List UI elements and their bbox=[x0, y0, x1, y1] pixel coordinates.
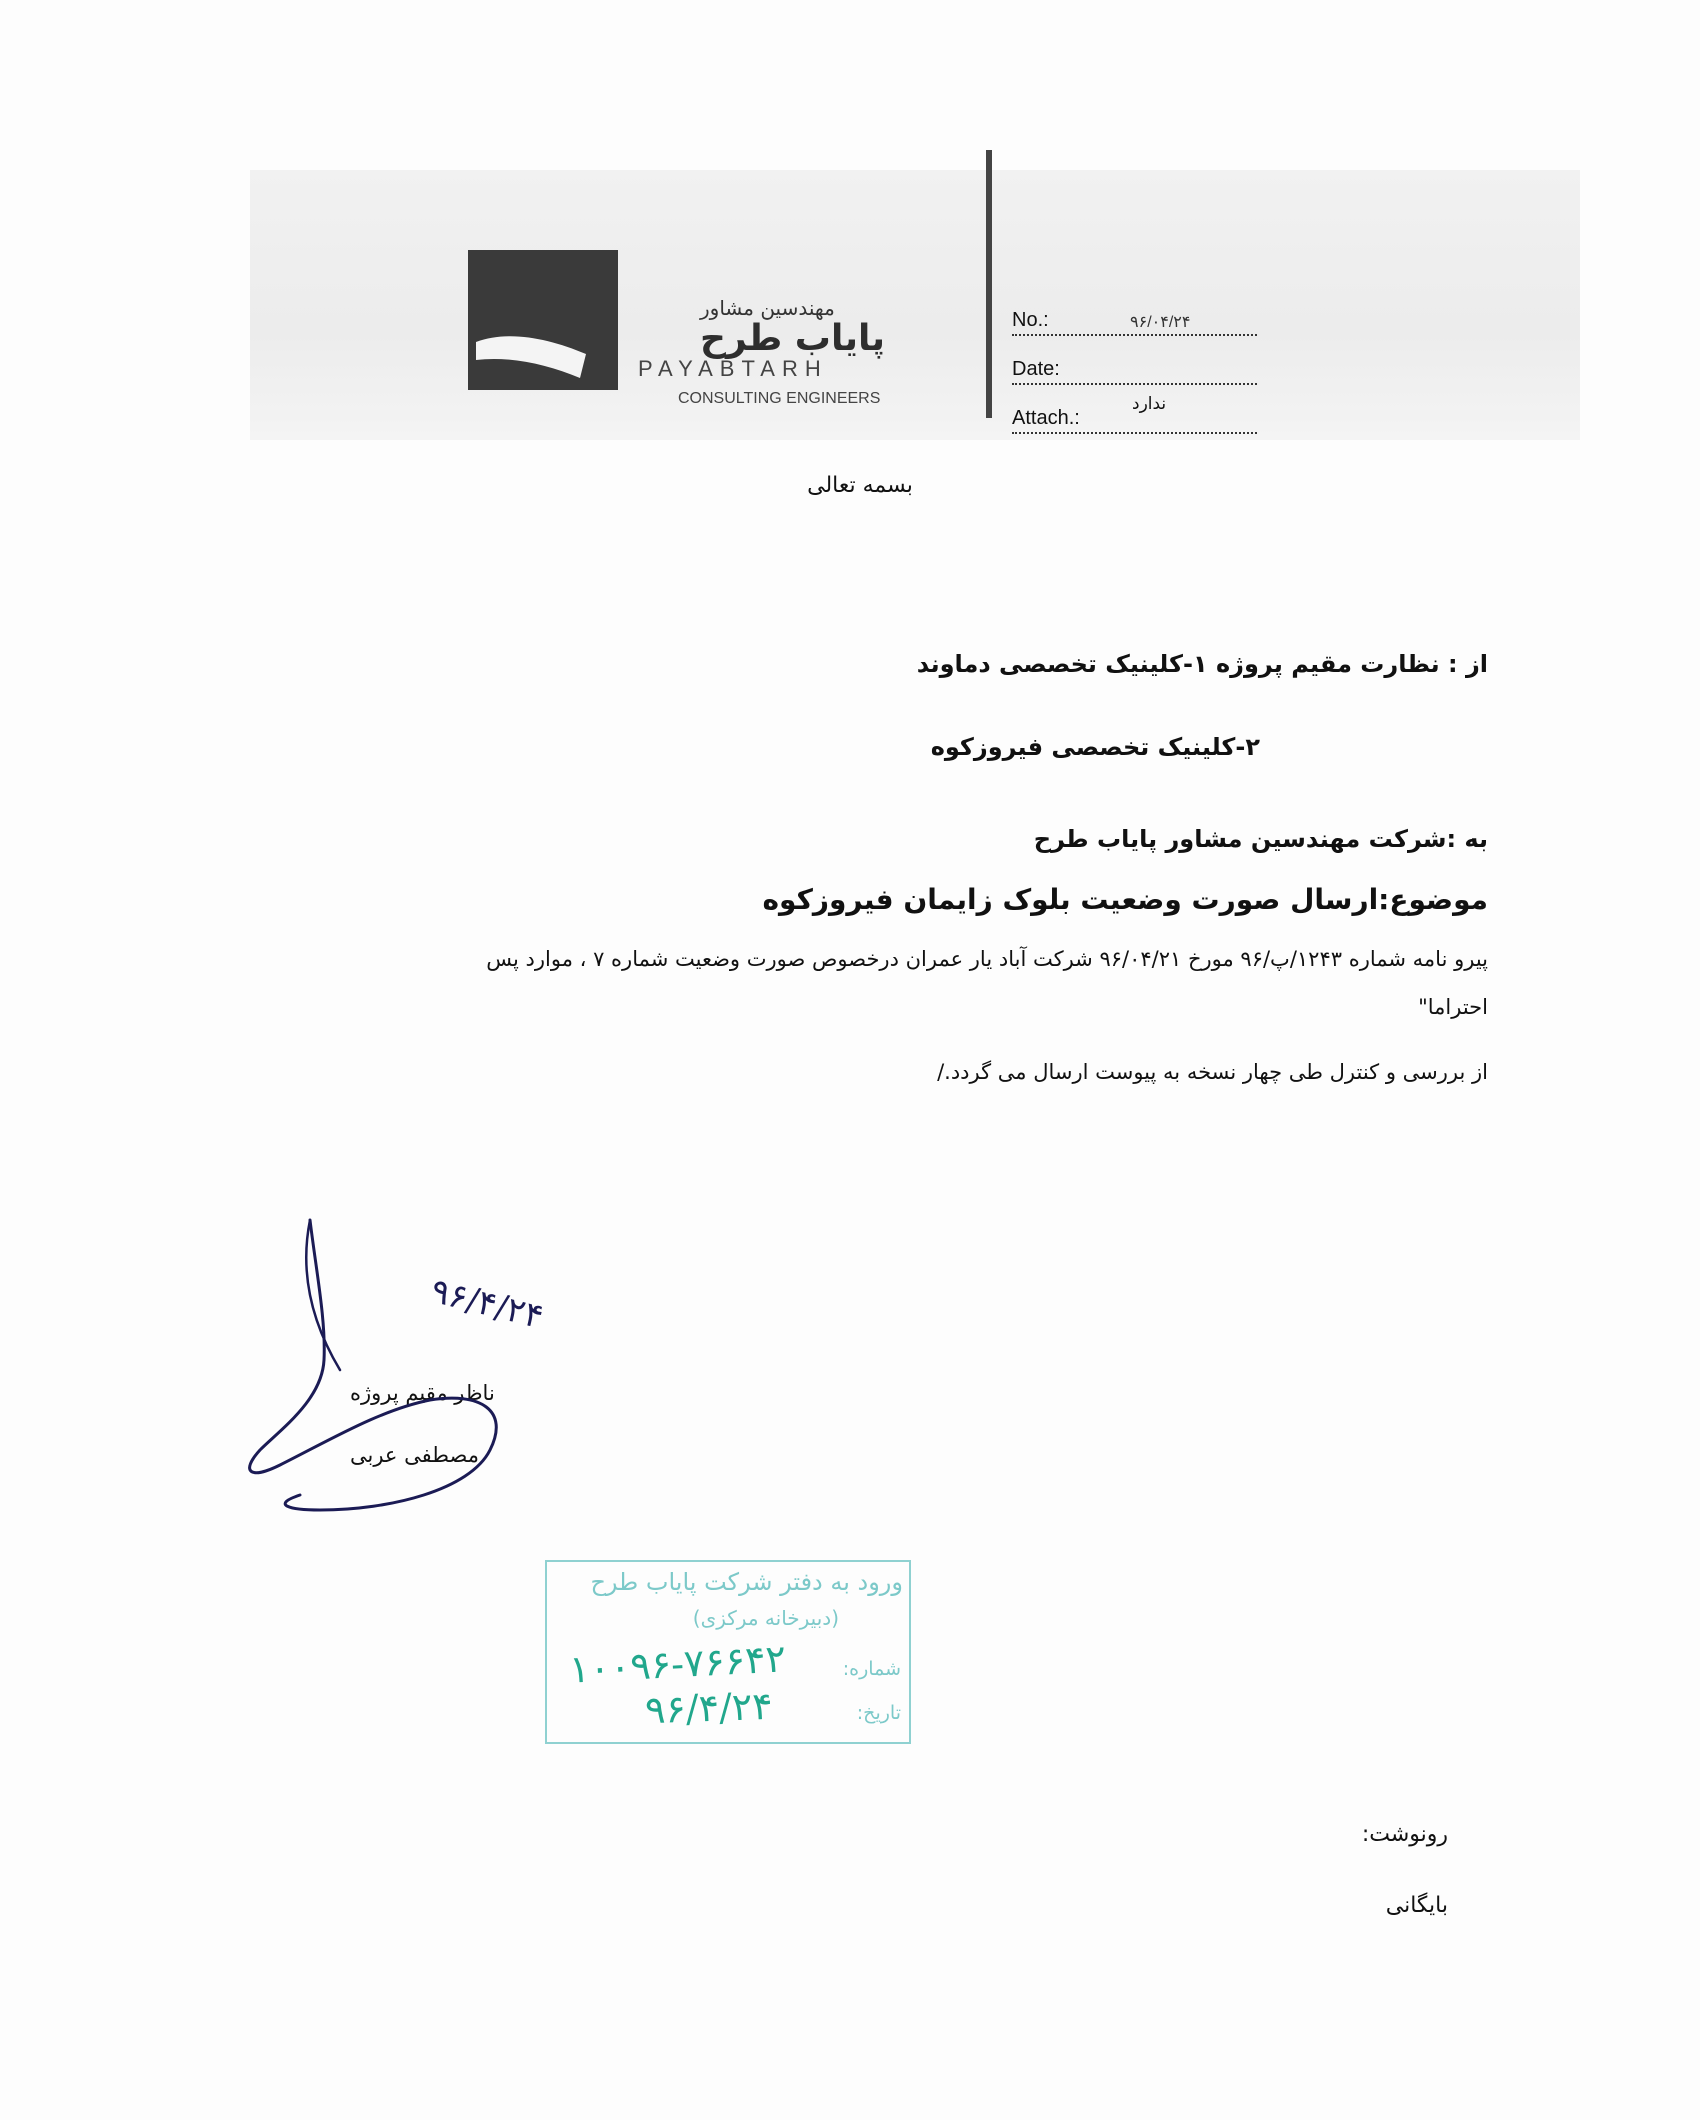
letter-attach-row bbox=[1012, 394, 1257, 434]
entry-stamp bbox=[545, 1560, 911, 1744]
letter-date-label: Date: bbox=[1012, 358, 1060, 380]
letterhead-band bbox=[250, 170, 1580, 440]
salutation: بسمه تعالی bbox=[807, 473, 913, 498]
to-line: به :شرکت مهندسین مشاور پایاب طرح bbox=[1033, 825, 1488, 853]
stamp-subtitle: (دبیرخانه مرکزی) bbox=[692, 1606, 839, 1630]
company-logo bbox=[468, 250, 618, 390]
stamp-date-label: تاریخ: bbox=[856, 1702, 901, 1724]
company-subtitle-en: CONSULTING ENGINEERS bbox=[678, 390, 881, 407]
body-line-1: پیرو نامه شماره ۱۲۴۳/پ/۹۶ مورخ ۹۶/۰۴/۲۱ شرکت آباد یار عمران درخصوص صورت وضعیت شماره ۷ ، موارد پس bbox=[486, 947, 1488, 971]
stamp-date-value: ۹۶/۴/۲۴ bbox=[644, 1683, 774, 1733]
stamp-number-value: ۱۰۰۹۶-۷۶۶۴۲ bbox=[567, 1636, 787, 1692]
letter-number-row bbox=[1012, 308, 1257, 336]
company-name-en: PAYABTARH bbox=[638, 356, 828, 381]
subject-line: موضوع:ارسال صورت وضعیت بلوک زایمان فیروزکوه bbox=[762, 883, 1488, 916]
letter-number-label: No.: bbox=[1012, 309, 1049, 331]
body-line-2: از بررسی و کنترل طی چهار نسخه به پیوست ارسال می گردد./ bbox=[937, 1060, 1488, 1084]
logo-mark-icon bbox=[468, 250, 618, 390]
handwritten-date: ۹۶/۴/۲۴ bbox=[426, 1270, 548, 1338]
letterhead-divider bbox=[986, 150, 992, 418]
handwritten-signature-icon bbox=[240, 1210, 640, 1530]
company-name-fa: پایاب طرح bbox=[700, 318, 886, 359]
body-line-1-lead: احتراما" bbox=[1418, 995, 1488, 1019]
from-line-2: ۲-کلینیک تخصصی فیروزکوه bbox=[930, 733, 1260, 761]
cc-archive: بایگانی bbox=[1385, 1893, 1448, 1918]
cc-label: رونوشت: bbox=[1361, 1822, 1448, 1847]
company-subtitle-fa: مهندسین مشاور bbox=[700, 296, 835, 320]
signer-name: مصطفی عربی bbox=[350, 1443, 479, 1467]
signer-title: ناظر مقیم پروژه bbox=[350, 1381, 495, 1405]
letter-attach-value: ندارد bbox=[1132, 394, 1167, 414]
letter-attach-label: Attach.: bbox=[1012, 407, 1080, 429]
letter-date-row bbox=[1012, 357, 1257, 385]
stamp-title: ورود به دفتر شرکت پایاب طرح bbox=[590, 1568, 903, 1596]
letter-number-value: ۹۶/۰۴/۲۴ bbox=[1130, 314, 1191, 331]
stamp-number-label: شماره: bbox=[842, 1658, 901, 1680]
from-line: از : نظارت مقیم پروژه ۱-کلینیک تخصصی دماوند bbox=[916, 650, 1488, 678]
